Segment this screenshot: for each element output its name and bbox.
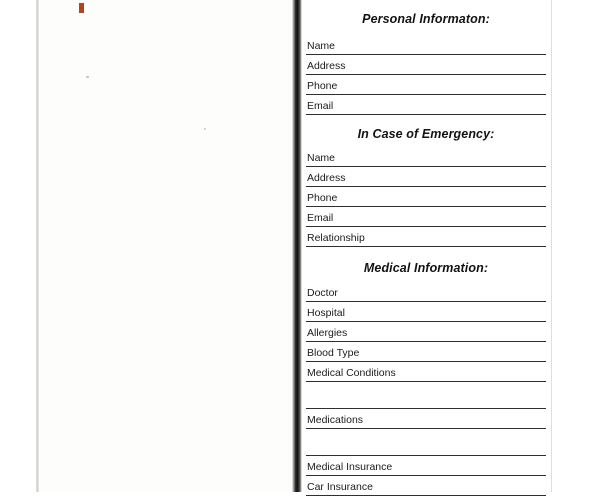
field-personal-address[interactable] [306,60,546,75]
section-heading-personal: Personal Informaton: [362,12,490,26]
field-rule [306,186,546,187]
field-rule [306,495,546,496]
field-rule [306,321,546,322]
field-medical-insurance[interactable] [306,461,546,476]
field-rule [306,206,546,207]
scan-left-margin [0,0,38,500]
field-label: Email [307,212,334,224]
book-spine [292,0,302,500]
field-label [306,434,546,455]
field-medications-continued[interactable] [306,434,546,456]
scan-right-margin [552,0,600,500]
field-label: Email [307,100,334,112]
field-rule [306,74,546,75]
field-label: Blood Type [307,347,360,359]
field-rule [306,475,546,476]
field-emergency-name[interactable] [306,152,546,167]
section-heading-medical: Medical Information: [363,261,489,275]
field-rule [306,94,546,95]
field-rule [306,455,546,456]
field-medications[interactable] [306,414,546,429]
field-emergency-email[interactable] [306,212,546,227]
field-personal-phone[interactable] [306,80,546,95]
field-emergency-relationship[interactable] [306,232,546,247]
paper-speck [204,128,206,130]
field-label: Address [307,60,346,72]
field-emergency-phone[interactable] [306,192,546,207]
field-car-insurance[interactable] [306,481,546,496]
field-medical-doctor[interactable] [306,287,546,302]
information-form [306,0,546,500]
field-label: Phone [307,192,338,204]
field-medical-allergies[interactable] [306,327,546,342]
field-label: Car Insurance [307,481,373,493]
field-label: Allergies [307,327,348,339]
field-rule [306,246,546,247]
field-rule [306,428,546,429]
field-medical-conditions[interactable] [306,367,546,382]
left-blank-page [39,0,294,500]
field-rule [306,114,546,115]
field-rule [306,408,546,409]
field-rule [306,166,546,167]
field-label: Name [307,152,336,164]
field-label: Relationship [307,232,365,244]
section-medical-information [306,261,546,500]
section-heading-emergency: In Case of Emergency: [357,127,495,141]
field-rule [306,361,546,362]
field-label: Doctor [307,287,338,299]
corner-mark [79,3,84,13]
field-medical-blood-type[interactable] [306,347,546,362]
field-label: Hospital [307,307,345,319]
section-emergency-contact [306,127,546,247]
field-rule [306,341,546,342]
field-rule [306,381,546,382]
field-label: Address [307,172,346,184]
field-label: Medical Conditions [307,367,396,379]
field-label: Medical Insurance [307,461,393,473]
field-medical-conditions-continued[interactable] [306,387,546,409]
field-label: Medications [307,414,364,426]
field-label [306,387,546,408]
field-emergency-address[interactable] [306,172,546,187]
section-personal-information [306,12,546,115]
field-personal-name[interactable] [306,40,546,55]
field-rule [306,301,546,302]
field-label: Phone [307,80,338,92]
field-rule [306,54,546,55]
field-rule [306,226,546,227]
paper-speck [86,76,89,78]
field-medical-hospital[interactable] [306,307,546,322]
field-label: Name [307,40,336,52]
field-personal-email[interactable] [306,100,546,115]
